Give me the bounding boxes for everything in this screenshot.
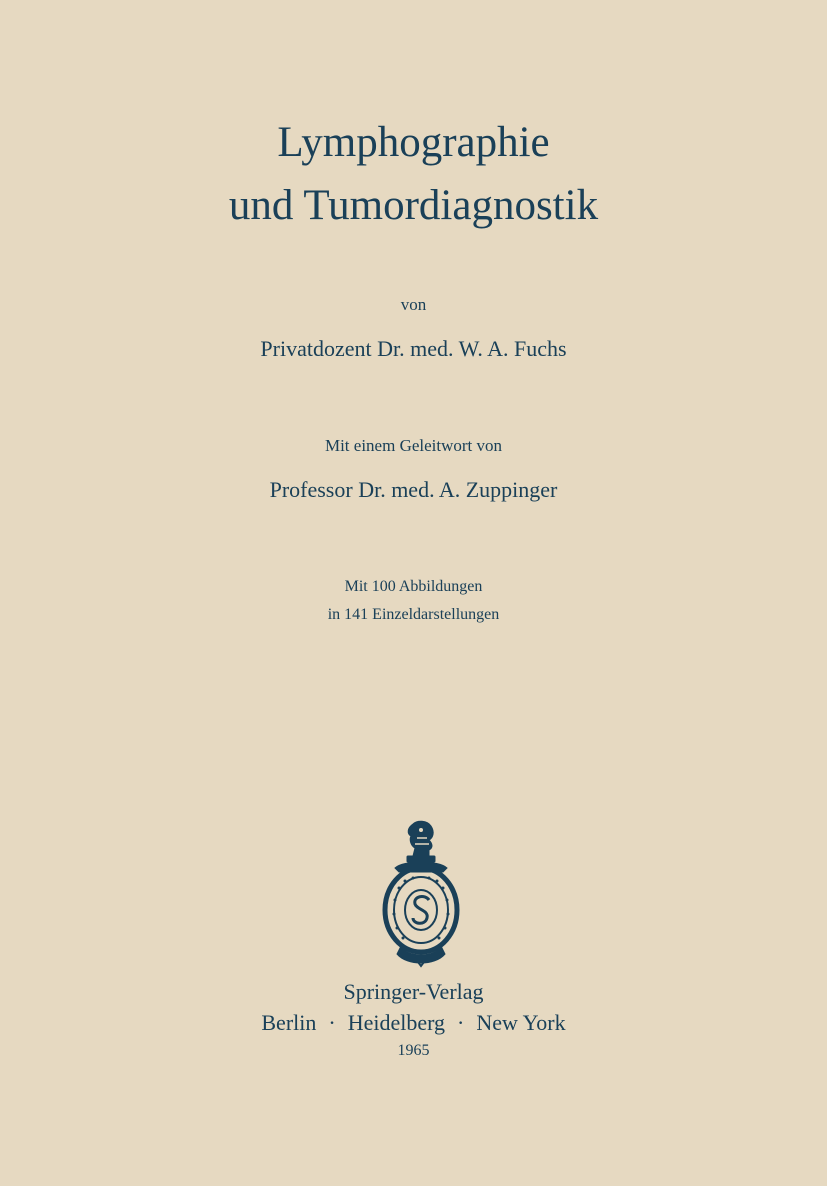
city-new-york: New York	[476, 1010, 566, 1035]
city-separator: ·	[457, 1010, 465, 1035]
foreword-author: Professor Dr. med. A. Zuppinger	[269, 477, 558, 502]
foreword-intro: Mit einem Geleitwort von	[324, 436, 503, 455]
figures-count: Mit 100 Abbildungen	[344, 578, 483, 595]
city-separator: ·	[328, 1010, 336, 1035]
city-berlin: Berlin	[261, 1010, 317, 1035]
springer-knight-logo-icon	[377, 818, 465, 968]
figures-detail: in 141 Einzeldarstellungen	[327, 606, 500, 623]
author-name: Privatdozent Dr. med. W. A. Fuchs	[260, 336, 567, 361]
byline-von: von	[400, 295, 427, 314]
publisher-cities	[0, 1010, 827, 1036]
publication-year: 1965	[397, 1042, 430, 1059]
city-heidelberg: Heidelberg	[347, 1010, 446, 1035]
title-line-2: und Tumordiagnostik	[228, 182, 599, 229]
publisher-name: Springer-Verlag	[343, 979, 484, 1004]
title-line-1: Lymphographie	[277, 119, 550, 166]
